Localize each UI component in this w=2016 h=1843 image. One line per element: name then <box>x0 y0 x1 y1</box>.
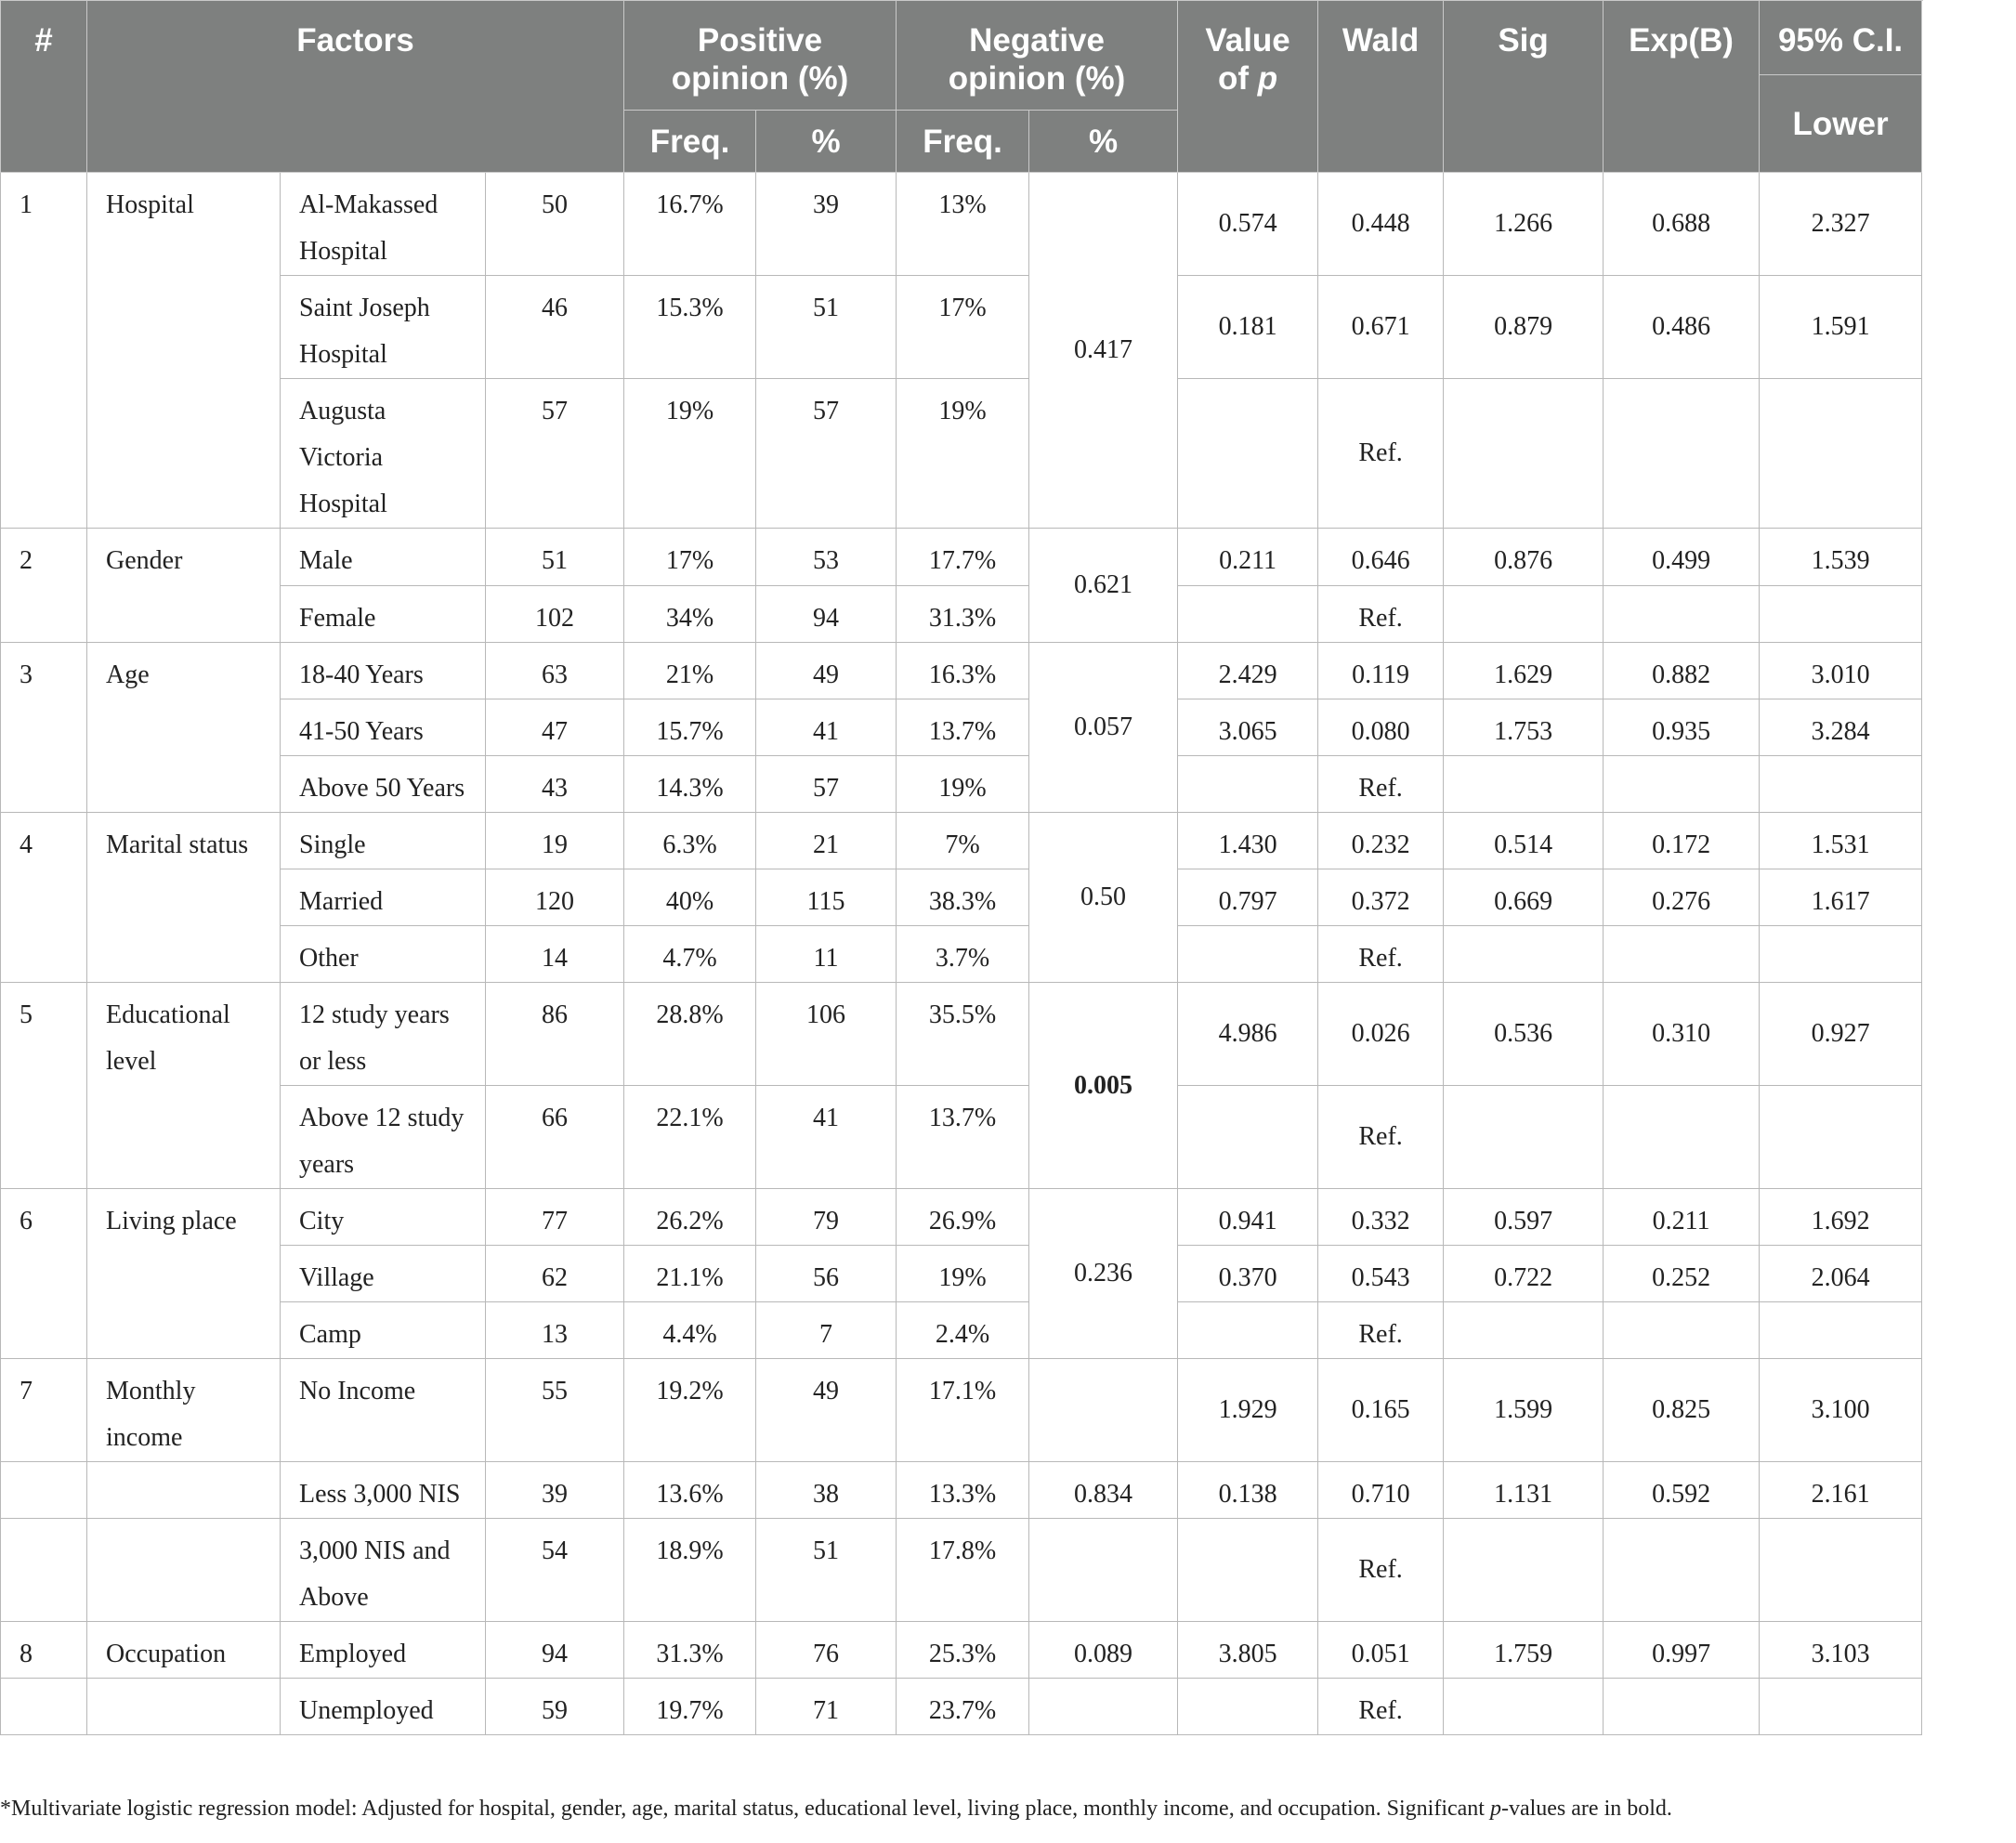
pos-freq: 50 <box>486 173 624 276</box>
sub-category: Above 50 Years <box>281 756 486 813</box>
sub-category: 18-40 Years <box>281 643 486 699</box>
pos-pct: 4.4% <box>624 1302 756 1359</box>
neg-pct: 19% <box>897 379 1029 529</box>
wald-value: 2.429 <box>1178 643 1318 699</box>
ci-lower: 0.882 <box>1604 643 1760 699</box>
sig-value: 0.080 <box>1318 699 1444 756</box>
row-number: 3 <box>1 643 87 813</box>
sub-category: Village <box>281 1246 486 1302</box>
expb-value: 0.722 <box>1444 1246 1604 1302</box>
sig-value: 0.671 <box>1318 276 1444 379</box>
pos-pct: 22.1% <box>624 1086 756 1189</box>
sub-category: 41-50 Years <box>281 699 486 756</box>
p-value <box>1029 1679 1178 1735</box>
sig-value: 0.543 <box>1318 1246 1444 1302</box>
sig-value: 0.232 <box>1318 813 1444 869</box>
sub-category: Saint Joseph Hospital <box>281 276 486 379</box>
sub-category: City <box>281 1189 486 1246</box>
pos-pct: 6.3% <box>624 813 756 869</box>
sig-value: Ref. <box>1318 756 1444 813</box>
ci-lower <box>1604 1302 1760 1359</box>
table-row <box>1 586 1922 643</box>
pos-freq: 51 <box>486 529 624 586</box>
neg-pct: 19% <box>897 1246 1029 1302</box>
sig-value: Ref. <box>1318 586 1444 643</box>
ci-upper: 1.692 <box>1760 1189 1922 1246</box>
neg-pct: 13.7% <box>897 699 1029 756</box>
pos-freq: 77 <box>486 1189 624 1246</box>
col-pvalue-header <box>1178 1 1318 173</box>
value-line2-italic: p <box>1257 60 1278 97</box>
row-number <box>1 1519 87 1622</box>
neg-freq: 79 <box>756 1189 897 1246</box>
ci-lower <box>1604 1519 1760 1622</box>
pos-pct: 17% <box>624 529 756 586</box>
footnote-italic-p: p <box>1489 1797 1501 1821</box>
ci-upper: 1.591 <box>1760 276 1922 379</box>
pos-pct: 4.7% <box>624 926 756 983</box>
wald-value <box>1178 586 1318 643</box>
neg-freq: 11 <box>756 926 897 983</box>
neg-pct: 38.3% <box>897 869 1029 926</box>
table-row <box>1 1359 1922 1462</box>
ci-upper <box>1760 926 1922 983</box>
sub-category: Female <box>281 586 486 643</box>
expb-value: 0.876 <box>1444 529 1604 586</box>
ci-lower: 0.486 <box>1604 276 1760 379</box>
table-row <box>1 1189 1922 1246</box>
factor-label: Gender <box>87 529 281 643</box>
row-number: 4 <box>1 813 87 983</box>
factor-label: Occupation <box>87 1622 281 1679</box>
table-row <box>1 756 1922 813</box>
ci-upper <box>1760 586 1922 643</box>
ci-upper: 1.539 <box>1760 529 1922 586</box>
ci-upper <box>1760 1086 1922 1189</box>
pos-freq: 66 <box>486 1086 624 1189</box>
pos-pct: 28.8% <box>624 983 756 1086</box>
table-row <box>1 926 1922 983</box>
neg-pct: 17.1% <box>897 1359 1029 1462</box>
sig-value: 0.026 <box>1318 983 1444 1086</box>
ci-lower <box>1604 926 1760 983</box>
col-factors-header: Factors <box>87 1 624 173</box>
ci-lower <box>1604 586 1760 643</box>
ci-upper: 2.161 <box>1760 1462 1922 1519</box>
row-number <box>1 1462 87 1519</box>
row-number: 7 <box>1 1359 87 1462</box>
ci-upper <box>1760 1679 1922 1735</box>
wald-value: 0.138 <box>1178 1462 1318 1519</box>
p-value: 0.236 <box>1029 1189 1178 1359</box>
neg-freq: 38 <box>756 1462 897 1519</box>
pos-freq: 13 <box>486 1302 624 1359</box>
pos-freq: 54 <box>486 1519 624 1622</box>
ci-lower: 0.825 <box>1604 1359 1760 1462</box>
neg-freq: 51 <box>756 1519 897 1622</box>
sig-value: Ref. <box>1318 1086 1444 1189</box>
expb-value: 1.266 <box>1444 173 1604 276</box>
positive-line2: opinion (%) <box>671 60 849 97</box>
wald-value: 3.065 <box>1178 699 1318 756</box>
value-line2-prefix: of <box>1217 60 1258 97</box>
pos-freq: 47 <box>486 699 624 756</box>
neg-pct: 17% <box>897 276 1029 379</box>
ci-upper <box>1760 756 1922 813</box>
pos-freq: 19 <box>486 813 624 869</box>
ci-upper: 2.327 <box>1760 173 1922 276</box>
pos-pct: 40% <box>624 869 756 926</box>
wald-value <box>1178 756 1318 813</box>
neg-freq: 76 <box>756 1622 897 1679</box>
expb-value: 0.879 <box>1444 276 1604 379</box>
neg-freq: 49 <box>756 1359 897 1462</box>
factor-label <box>87 1679 281 1735</box>
table-row <box>1 173 1922 276</box>
neg-pct: 13.7% <box>897 1086 1029 1189</box>
neg-freq: 53 <box>756 529 897 586</box>
wald-value: 0.181 <box>1178 276 1318 379</box>
ci-upper: 3.103 <box>1760 1622 1922 1679</box>
sub-category: Augusta Victoria Hospital <box>281 379 486 529</box>
ci-upper: 3.100 <box>1760 1359 1922 1462</box>
p-value: 0.089 <box>1029 1622 1178 1679</box>
col-sig-header: Sig <box>1444 1 1604 173</box>
expb-value <box>1444 1302 1604 1359</box>
expb-value <box>1444 1679 1604 1735</box>
p-value: 0.005 <box>1029 983 1178 1189</box>
table-body <box>1 173 1922 1735</box>
neg-pct: 17.8% <box>897 1519 1029 1622</box>
neg-pct: 2.4% <box>897 1302 1029 1359</box>
sub-category: Single <box>281 813 486 869</box>
neg-freq: 71 <box>756 1679 897 1735</box>
expb-value <box>1444 379 1604 529</box>
pos-freq: 57 <box>486 379 624 529</box>
table-row <box>1 869 1922 926</box>
neg-pct: 3.7% <box>897 926 1029 983</box>
value-line1: Value <box>1205 22 1290 59</box>
ci-upper <box>1760 1302 1922 1359</box>
ci-upper: 1.531 <box>1760 813 1922 869</box>
wald-value <box>1178 1519 1318 1622</box>
neg-pct: 23.7% <box>897 1679 1029 1735</box>
pos-freq: 55 <box>486 1359 624 1462</box>
ci-lower <box>1604 1086 1760 1189</box>
ci-lower: 0.276 <box>1604 869 1760 926</box>
pos-pct: 21.1% <box>624 1246 756 1302</box>
factor-label: Living place <box>87 1189 281 1359</box>
factor-label: Monthly income <box>87 1359 281 1462</box>
neg-freq: 41 <box>756 699 897 756</box>
table-row <box>1 1086 1922 1189</box>
ci-lower: 0.211 <box>1604 1189 1760 1246</box>
pos-freq: 94 <box>486 1622 624 1679</box>
pos-pct: 18.9% <box>624 1519 756 1622</box>
col-wald-header: Wald <box>1318 1 1444 173</box>
pos-pct: 26.2% <box>624 1189 756 1246</box>
neg-pct: 7% <box>897 813 1029 869</box>
sig-value: 0.332 <box>1318 1189 1444 1246</box>
expb-value <box>1444 926 1604 983</box>
sub-category: Unemployed <box>281 1679 486 1735</box>
neg-freq: 39 <box>756 173 897 276</box>
sig-value: 0.372 <box>1318 869 1444 926</box>
ci-upper <box>1760 379 1922 529</box>
ci-upper: 1.617 <box>1760 869 1922 926</box>
wald-value <box>1178 1302 1318 1359</box>
pos-pct: 15.7% <box>624 699 756 756</box>
neg-freq: 94 <box>756 586 897 643</box>
sig-value: 0.119 <box>1318 643 1444 699</box>
sig-value: Ref. <box>1318 926 1444 983</box>
ci-lower: 0.592 <box>1604 1462 1760 1519</box>
sub-category: Married <box>281 869 486 926</box>
sig-value: 0.448 <box>1318 173 1444 276</box>
ci-lower: 0.935 <box>1604 699 1760 756</box>
pos-pct: 19.7% <box>624 1679 756 1735</box>
wald-value: 0.797 <box>1178 869 1318 926</box>
pos-freq: 120 <box>486 869 624 926</box>
table-row <box>1 699 1922 756</box>
wald-value <box>1178 379 1318 529</box>
ci-lower: 0.499 <box>1604 529 1760 586</box>
factor-label: Age <box>87 643 281 813</box>
ci-lower <box>1604 756 1760 813</box>
neg-freq: 49 <box>756 643 897 699</box>
neg-pct: 26.9% <box>897 1189 1029 1246</box>
wald-value: 4.986 <box>1178 983 1318 1086</box>
ci-lower: 0.997 <box>1604 1622 1760 1679</box>
neg-freq: 57 <box>756 756 897 813</box>
col-num-header: # <box>1 1 87 173</box>
positive-line1: Positive <box>697 22 823 59</box>
pos-freq: 39 <box>486 1462 624 1519</box>
p-value: 0.417 <box>1029 173 1178 529</box>
neg-freq: 57 <box>756 379 897 529</box>
table-row <box>1 1462 1922 1519</box>
table-row <box>1 813 1922 869</box>
pos-freq: 14 <box>486 926 624 983</box>
row-number: 5 <box>1 983 87 1189</box>
expb-value <box>1444 1519 1604 1622</box>
sub-category: Male <box>281 529 486 586</box>
row-number: 8 <box>1 1622 87 1679</box>
sig-value: 0.646 <box>1318 529 1444 586</box>
table-row <box>1 276 1922 379</box>
sub-category: Other <box>281 926 486 983</box>
expb-value <box>1444 756 1604 813</box>
table-row <box>1 1302 1922 1359</box>
neg-freq: 115 <box>756 869 897 926</box>
row-number: 1 <box>1 173 87 529</box>
row-number: 2 <box>1 529 87 643</box>
neg-freq-header: Freq. <box>897 111 1029 173</box>
factor-label <box>87 1519 281 1622</box>
factor-label: Hospital <box>87 173 281 529</box>
neg-pct: 16.3% <box>897 643 1029 699</box>
ci-lower: 0.688 <box>1604 173 1760 276</box>
ci-upper: 3.010 <box>1760 643 1922 699</box>
row-number <box>1 1679 87 1735</box>
footnote-text-end: -values are in bold. <box>1500 1797 1672 1821</box>
factor-label: Educational level <box>87 983 281 1189</box>
sig-value: 0.165 <box>1318 1359 1444 1462</box>
pos-freq: 86 <box>486 983 624 1086</box>
pos-pct: 14.3% <box>624 756 756 813</box>
p-value: 0.057 <box>1029 643 1178 813</box>
neg-freq: 41 <box>756 1086 897 1189</box>
p-value: 0.621 <box>1029 529 1178 643</box>
negative-line2: opinion (%) <box>948 60 1126 97</box>
table-row <box>1 643 1922 699</box>
p-value <box>1029 1519 1178 1622</box>
ci-upper: 2.064 <box>1760 1246 1922 1302</box>
pos-pct: 19.2% <box>624 1359 756 1462</box>
wald-value: 1.929 <box>1178 1359 1318 1462</box>
table-footnote <box>0 1797 1921 1822</box>
pos-freq: 102 <box>486 586 624 643</box>
expb-value <box>1444 1086 1604 1189</box>
pos-freq: 43 <box>486 756 624 813</box>
sub-category: 12 study years or less <box>281 983 486 1086</box>
sub-category: Al-Makassed Hospital <box>281 173 486 276</box>
table-row <box>1 1622 1922 1679</box>
sig-value: Ref. <box>1318 1302 1444 1359</box>
pos-freq: 59 <box>486 1679 624 1735</box>
pos-pct: 31.3% <box>624 1622 756 1679</box>
sub-category: 3,000 NIS and Above <box>281 1519 486 1622</box>
sub-category: Camp <box>281 1302 486 1359</box>
expb-value: 0.514 <box>1444 813 1604 869</box>
ci-lower: 0.310 <box>1604 983 1760 1086</box>
neg-pct: 13% <box>897 173 1029 276</box>
pos-pct: 34% <box>624 586 756 643</box>
table-row <box>1 983 1922 1086</box>
neg-freq: 21 <box>756 813 897 869</box>
negative-line1: Negative <box>969 22 1105 59</box>
neg-freq: 106 <box>756 983 897 1086</box>
wald-value: 0.941 <box>1178 1189 1318 1246</box>
wald-value: 0.211 <box>1178 529 1318 586</box>
table-row <box>1 1519 1922 1622</box>
pos-freq: 62 <box>486 1246 624 1302</box>
ci-lower <box>1604 1679 1760 1735</box>
sig-value: Ref. <box>1318 379 1444 529</box>
ci-upper: 0.927 <box>1760 983 1922 1086</box>
table-header: # Factors Positive opinion (%) Negative opinion (%) Value of p Wald Sig Exp(B) 95% C.I. Lower Upper Freq. % Freq. % <box>1 1 1922 173</box>
ci-lower: 0.172 <box>1604 813 1760 869</box>
table-row <box>1 529 1922 586</box>
sig-value: 0.051 <box>1318 1622 1444 1679</box>
pos-freq-header: Freq. <box>624 111 756 173</box>
expb-value: 1.131 <box>1444 1462 1604 1519</box>
ci-upper: 3.284 <box>1760 699 1922 756</box>
row-number: 6 <box>1 1189 87 1359</box>
pos-pct-header: % <box>756 111 897 173</box>
ci-upper <box>1760 1519 1922 1622</box>
ci-lower <box>1604 379 1760 529</box>
pos-freq: 63 <box>486 643 624 699</box>
pos-pct: 13.6% <box>624 1462 756 1519</box>
pos-pct: 21% <box>624 643 756 699</box>
neg-pct: 25.3% <box>897 1622 1029 1679</box>
factor-label <box>87 1462 281 1519</box>
wald-value: 0.370 <box>1178 1246 1318 1302</box>
neg-freq: 51 <box>756 276 897 379</box>
expb-value: 1.759 <box>1444 1622 1604 1679</box>
table-row <box>1 1246 1922 1302</box>
sub-category: Less 3,000 NIS <box>281 1462 486 1519</box>
sub-category: Above 12 study years <box>281 1086 486 1189</box>
ci-lower: 0.252 <box>1604 1246 1760 1302</box>
sig-value: Ref. <box>1318 1679 1444 1735</box>
factor-label: Marital status <box>87 813 281 983</box>
wald-value <box>1178 1086 1318 1189</box>
neg-freq: 56 <box>756 1246 897 1302</box>
pos-pct: 15.3% <box>624 276 756 379</box>
footnote-text: *Multivariate logistic regression model: Adjusted for hospital, gender, age, marital status, educational level, living place, monthly income, and occupation. Significant <box>0 1797 1490 1821</box>
expb-value: 0.536 <box>1444 983 1604 1086</box>
col-expb-header: Exp(B) <box>1604 1 1760 173</box>
p-value: 0.50 <box>1029 813 1178 983</box>
wald-value: 1.430 <box>1178 813 1318 869</box>
pos-pct: 16.7% <box>624 173 756 276</box>
expb-value: 0.597 <box>1444 1189 1604 1246</box>
sub-category: Employed <box>281 1622 486 1679</box>
col-lower-header: Lower <box>1760 75 1922 173</box>
neg-pct: 13.3% <box>897 1462 1029 1519</box>
table-row <box>1 379 1922 529</box>
p-value <box>1029 1359 1178 1462</box>
expb-value: 1.753 <box>1444 699 1604 756</box>
wald-value <box>1178 1679 1318 1735</box>
col-negative-header <box>897 1 1178 111</box>
wald-value: 3.805 <box>1178 1622 1318 1679</box>
neg-pct: 17.7% <box>897 529 1029 586</box>
neg-freq: 7 <box>756 1302 897 1359</box>
wald-value: 0.574 <box>1178 173 1318 276</box>
wald-value <box>1178 926 1318 983</box>
sig-value: Ref. <box>1318 1519 1444 1622</box>
expb-value: 1.629 <box>1444 643 1604 699</box>
col-ci-header: 95% C.I. <box>1760 1 1922 75</box>
neg-pct: 31.3% <box>897 586 1029 643</box>
sig-value: 0.710 <box>1318 1462 1444 1519</box>
expb-value: 0.669 <box>1444 869 1604 926</box>
expb-value <box>1444 586 1604 643</box>
table-row <box>1 1679 1922 1735</box>
expb-value: 1.599 <box>1444 1359 1604 1462</box>
p-value: 0.834 <box>1029 1462 1178 1519</box>
neg-pct: 35.5% <box>897 983 1029 1086</box>
sub-category: No Income <box>281 1359 486 1462</box>
pos-pct: 19% <box>624 379 756 529</box>
col-positive-header <box>624 1 897 111</box>
neg-pct: 19% <box>897 756 1029 813</box>
neg-pct-header: % <box>1029 111 1178 173</box>
pos-freq: 46 <box>486 276 624 379</box>
